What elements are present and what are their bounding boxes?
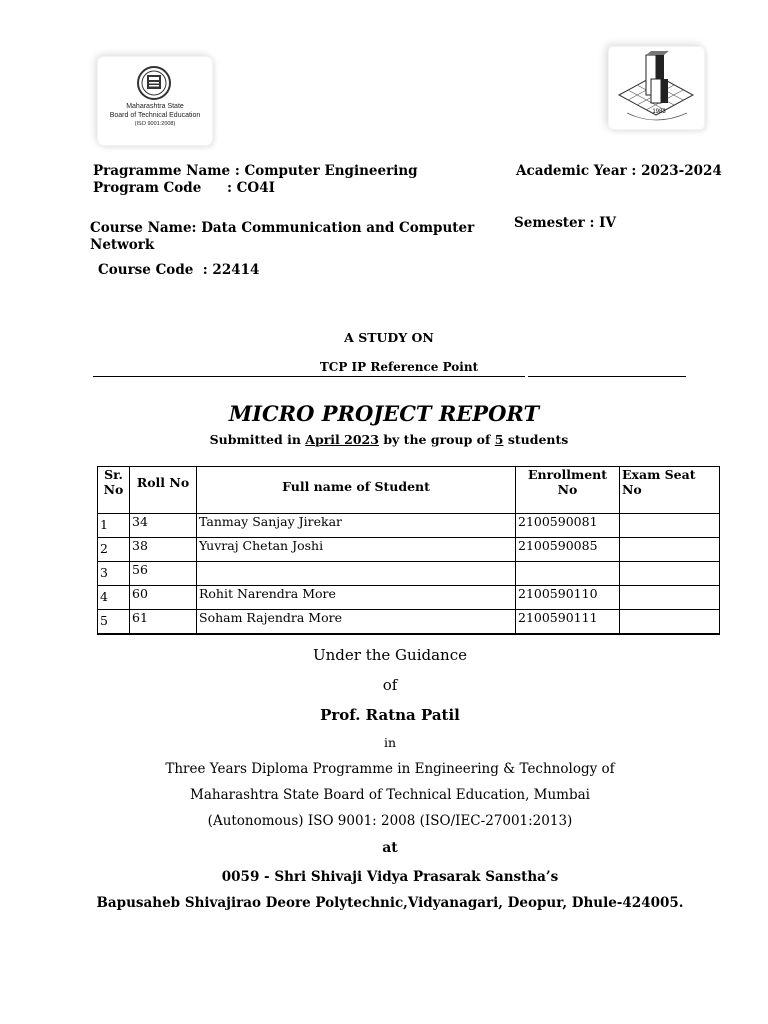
- cell-roll: 38: [130, 538, 197, 562]
- submitted-line: [0, 432, 768, 447]
- logo-text-2: Board of Technical Education: [109, 112, 201, 119]
- college-logo: [609, 47, 704, 129]
- cell-sr: 4: [98, 586, 130, 610]
- table-row: [98, 514, 720, 538]
- cell-enrollment: 2100590081: [516, 514, 620, 538]
- table-row: [98, 610, 720, 635]
- logo-year: 1983: [652, 109, 666, 115]
- guide-name: Prof. Ratna Patil: [320, 706, 460, 724]
- semester: Semester : IV: [514, 215, 616, 231]
- divider-line-right: [528, 376, 686, 377]
- divider-line: [93, 376, 525, 377]
- guidance-under: Under the Guidance: [313, 646, 467, 664]
- cell-roll: 60: [130, 586, 197, 610]
- academic-year: Academic Year : 2023-2024: [516, 163, 722, 179]
- institute-line1: 0059 - Shri Shivaji Vidya Prasarak Sanstha’s: [221, 869, 559, 885]
- study-topic: TCP IP Reference Point: [319, 360, 479, 374]
- course-code: Course Code : 22414: [98, 262, 260, 278]
- logo-text-3: (ISO 9001:2008): [134, 121, 176, 127]
- report-title: MICRO PROJECT REPORT: [228, 401, 540, 426]
- cell-seat: [620, 610, 720, 635]
- cell-enrollment: 2100590111: [516, 610, 620, 635]
- table-row: [98, 538, 720, 562]
- course-name-line2: Network: [90, 237, 155, 253]
- table-row: [98, 562, 720, 586]
- cell-sr: 1: [98, 514, 130, 538]
- students-table: [97, 466, 720, 635]
- cell-enrollment: 2100590085: [516, 538, 620, 562]
- cell-enrollment: 2100590110: [516, 586, 620, 610]
- guidance-at: at: [382, 840, 398, 856]
- col-roll-no: Roll No: [130, 467, 197, 514]
- cell-sr: 2: [98, 538, 130, 562]
- guidance-in: in: [383, 735, 397, 750]
- table-row: [98, 586, 720, 610]
- table-header-row: [98, 467, 720, 514]
- submitted-suffix: students: [507, 432, 569, 447]
- program-code-label: Program Code: [93, 180, 202, 196]
- submitted-prefix: Submitted in: [209, 432, 301, 447]
- cell-seat: [620, 538, 720, 562]
- col-sr-no: Sr. No: [98, 467, 130, 514]
- cell-roll: 61: [130, 610, 197, 635]
- col-exam-seat: Exam Seat No: [620, 467, 720, 514]
- submitted-date: April 2023: [305, 432, 379, 447]
- course-name-line1: Course Name: Data Communication and Computer: [90, 220, 475, 236]
- logo-text-1: Maharashtra State: [126, 103, 184, 110]
- col-enrollment: Enrollment No: [516, 467, 620, 514]
- cell-seat: [620, 586, 720, 610]
- cell-seat: [620, 562, 720, 586]
- college-emblem-icon: [609, 47, 704, 129]
- programme-line1: Three Years Diploma Programme in Engineering & Technology of: [165, 761, 615, 777]
- cell-enrollment: [516, 562, 620, 586]
- cell-roll: 34: [130, 514, 197, 538]
- submitted-mid: by the group of: [383, 432, 491, 447]
- msbte-logo: [98, 57, 212, 145]
- cell-name: Tanmay Sanjay Jirekar: [197, 514, 516, 538]
- group-count: 5: [494, 432, 504, 447]
- cell-name: Soham Rajendra More: [197, 610, 516, 635]
- study-heading: A STUDY ON: [344, 330, 434, 345]
- programme-name: Pragramme Name : Computer Engineering: [93, 163, 418, 179]
- cell-name: [197, 562, 516, 586]
- msbte-emblem-icon: [136, 65, 172, 101]
- col-full-name: Full name of Student: [197, 467, 516, 514]
- program-code-value: : CO4I: [227, 180, 275, 196]
- cell-sr: 5: [98, 610, 130, 635]
- institute-line2: Bapusaheb Shivajirao Deore Polytechnic,Vidyanagari, Deopur, Dhule-424005.: [96, 895, 684, 911]
- programme-line2: Maharashtra State Board of Technical Education, Mumbai: [190, 787, 590, 803]
- programme-line3: (Autonomous) ISO 9001: 2008 (ISO/IEC-27001:2013): [207, 813, 573, 829]
- cell-name: Rohit Narendra More: [197, 586, 516, 610]
- cell-sr: 3: [98, 562, 130, 586]
- cell-roll: 56: [130, 562, 197, 586]
- cell-seat: [620, 514, 720, 538]
- guidance-of: of: [382, 676, 398, 694]
- cell-name: Yuvraj Chetan Joshi: [197, 538, 516, 562]
